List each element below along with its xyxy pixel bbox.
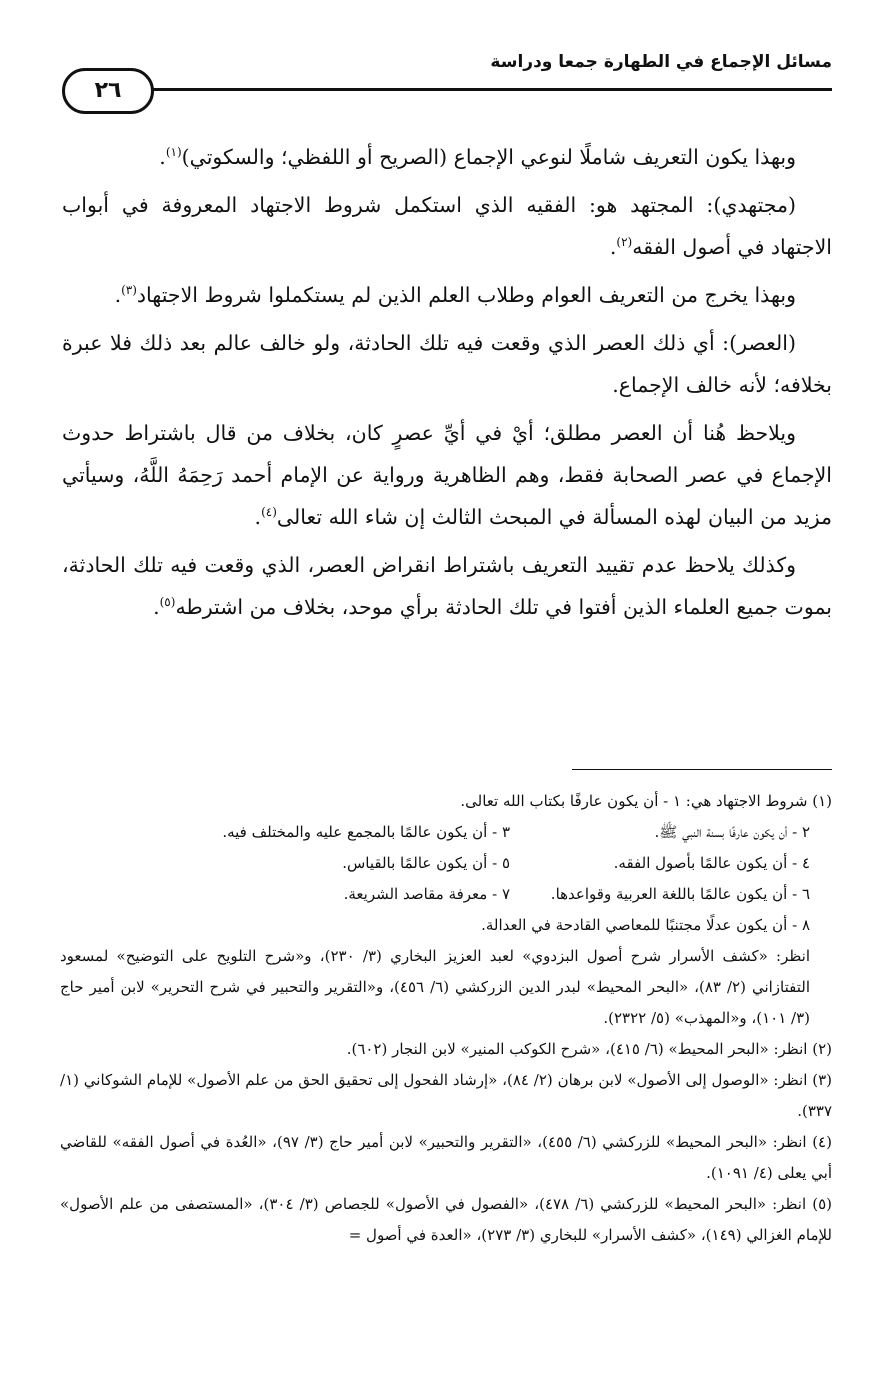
conditions-row: [60, 879, 832, 910]
paragraph: [62, 136, 832, 178]
paragraph-text: وبهذا يخرج من التعريف العوام وطلاب العلم الذين لم يستكملوا شروط الاجتهاد: [136, 283, 796, 307]
footnote-1: (١) شروط الاجتهاد هي: ١ - أن يكون عارفًا بكتاب الله تعالى.: [460, 792, 832, 810]
footnote-2: (٢) انظر: «البحر المحيط» (٦/ ٤١٥)، «شرح الكوكب المنير» لابن النجار (٦٠٢).: [346, 1040, 832, 1058]
footnote-ref[interactable]: (٤): [261, 505, 277, 520]
condition-item: ٨ - أن يكون عدلًا مجتنبًا للمعاصي القادحة في العدالة.: [481, 916, 810, 934]
condition-item: ٤ - أن يكون عالمًا بأصول الفقه.: [613, 854, 810, 872]
page-number: ٢٦: [62, 68, 154, 114]
paragraph: [62, 322, 832, 406]
paragraph: [62, 412, 832, 538]
paragraph-text: وبهذا يكون التعريف شاملًا لنوعي الإجماع (الصريح أو اللفظي؛ والسكوتي): [181, 145, 796, 169]
paragraph-end: .: [114, 283, 122, 307]
footnote-ref[interactable]: (٢): [616, 235, 633, 250]
footnote-3: (٣) انظر: «الوصول إلى الأصول» لابن برهان (٢/ ٨٤)، «إرشاد الفحول إلى تحقيق الحق من علم الأصول» للإمام الشوكاني (١/ ٣٣٧).: [60, 1071, 832, 1120]
footnote-4: (٤) انظر: «البحر المحيط» للزركشي (٦/ ٤٥٥)، «التقرير والتحبير» لابن أمير حاج (٣/ ٩٧)، «العُدة في أصول الفقه» للقاضي أبي يعلى (٤/ ١٠٩١).: [60, 1133, 832, 1182]
conditions-row: [60, 848, 832, 879]
running-title: مسائل الإجماع في الطهارة جمعا ودراسة: [490, 52, 832, 72]
main-text: [62, 136, 832, 634]
paragraph-text: ويلاحظ هُنا أن العصر مطلق؛ أيْ في أيِّ عصرٍ كان، بخلاف من قال باشتراط حدوث الإجماع في عصر الصحابة فقط، وهم الظاهرية ورواية عن الإمام أحمد رَحِمَهُ اللَّهُ، وسيأتي مزيد من البيان لهذه المسألة في المبحث الثالث إن شاء الله تعالى: [62, 421, 832, 529]
footnote-ref[interactable]: (٥): [159, 595, 176, 610]
condition-item: ٥ - أن يكون عالمًا بالقياس.: [342, 854, 510, 872]
condition-item: ٣ - أن يكون عالمًا بالمجمع عليه والمختلف فيه.: [222, 823, 510, 841]
footnotes: [60, 786, 832, 1251]
header-rule: [142, 88, 832, 91]
condition-item: ٦ - أن يكون عالمًا باللغة العربية وقواعدها.: [550, 885, 810, 903]
conditions-row: [60, 817, 832, 848]
paragraph-end: .: [254, 505, 262, 529]
footnote-ref[interactable]: (٣): [121, 283, 137, 298]
footnote-divider: [572, 769, 832, 770]
paragraph-text: (مجتهدي): المجتهد هو: الفقيه الذي استكمل شروط الاجتهاد المعروفة في أبواب الاجتهاد في أصول الفقه: [62, 193, 832, 259]
footnote-1-references: انظر: «كشف الأسرار شرح أصول البزدوي» لعبد العزيز البخاري (٣/ ٢٣٠)، و«شرح التلويح على التوضيح» لمسعود التفتازاني (٢/ ٨٣)، «البحر المحيط» لبدر الدين الزركشي (٦/ ٤٥٦)، و«التقرير والتحبير في شرح التحرير» لابن أمير حاج (٣/ ١٠١)، و«المهذب» (٥/ ٢٣٢٢).: [60, 947, 810, 1027]
paragraph-text: وكذلك يلاحظ عدم تقييد التعريف باشتراط انقراض العصر، الذي وقعت فيه تلك الحادثة، بموت جميع العلماء الذين أفتوا في تلك الحادثة برأي موحد، بخلاف من اشترطه: [62, 553, 832, 619]
paragraph-end: .: [159, 145, 166, 169]
paragraph: [62, 184, 832, 268]
footnote-ref[interactable]: (١): [165, 145, 182, 160]
condition-item: ٧ - معرفة مقاصد الشريعة.: [343, 885, 510, 903]
paragraph-end: .: [609, 235, 617, 259]
page-header: [62, 50, 832, 110]
paragraph-text: (العصر): أي ذلك العصر الذي وقعت فيه تلك الحادثة، ولو خالف عالم بعد ذلك فلا عبرة بخلافه؛ لأنه خالف الإجماع.: [62, 331, 832, 397]
footnote-5: (٥) انظر: «البحر المحيط» للزركشي (٦/ ٤٧٨)، «الفصول في الأصول» للجصاص (٣/ ٣٠٤)، «المستصفى من علم الأصول» للإمام الغزالي (١٤٩)، «كشف الأسرار» للبخاري (٣/ ٢٧٣)، «العدة في أصول =: [60, 1195, 833, 1244]
paragraph-end: .: [153, 595, 160, 619]
paragraph: [62, 544, 832, 628]
paragraph: [62, 274, 832, 316]
condition-item: ٢ - أن يكون عارفًا بسنة النبي ﷺ.: [654, 823, 810, 841]
